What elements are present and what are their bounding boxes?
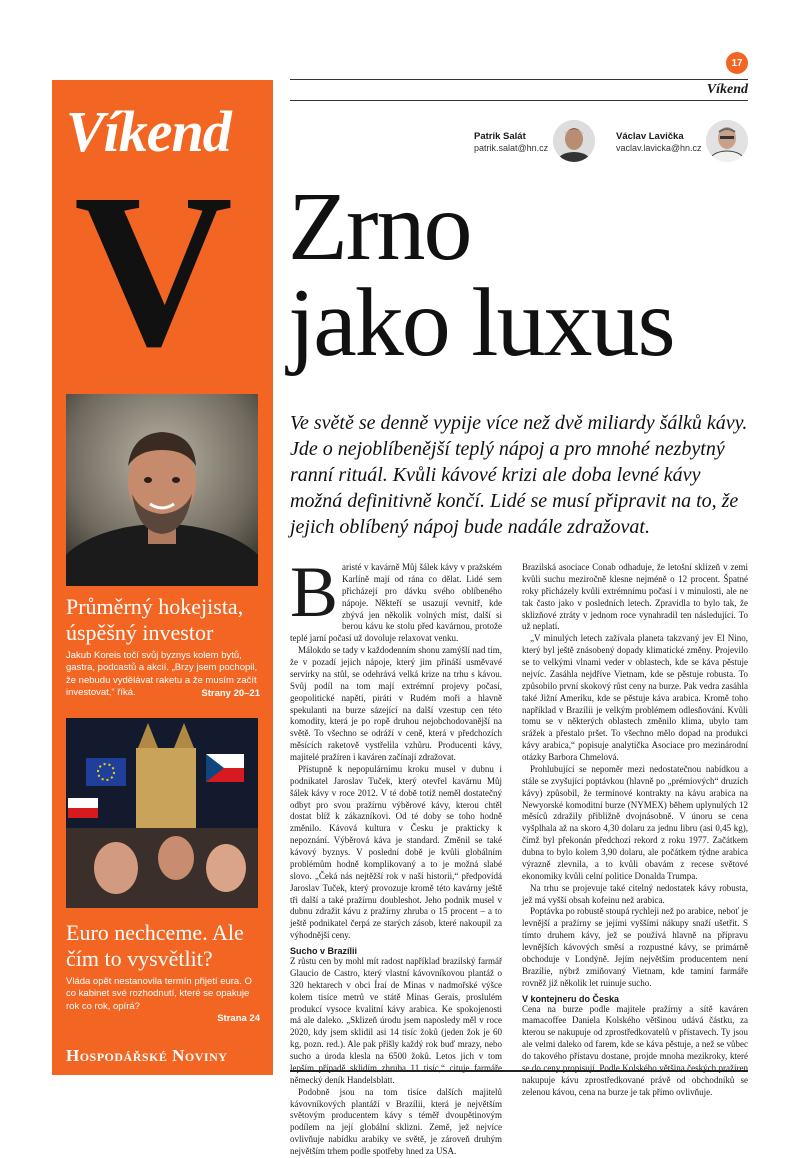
crowd-flags-photo[interactable]: [66, 718, 258, 908]
subheading: Sucho v Brazílii: [290, 946, 358, 956]
story2-text: Vláda opět nestanovila termín přijetí eura. O co kabinet své rozhodnutí, které se opakuje rok co rok, opírá?: [66, 976, 252, 1012]
body-paragraph: Málokdo se tady v každodenním shonu zamýšlí nad tím, že v pozadí jejich nápoje, který jim přináší usměvavé servírky na stůl, se odehrává velká krize na trhu s kávou. Svůj podíl na tom mají extrémní projevy počasí, geopolitické napětí, piráti v Rudém moři a hlavně spekulanti na burze sázející na další vzestup cen této komodity, která je po ropě druhou nejobchodovanější na světě. To všechno se odráží v ceně, která v předchozích měsících raketově vystřelila vzhůru. Producenti kávy, majitelé pražíren i kaváren začínají zdražovat.: [290, 645, 502, 762]
bottom-rule: [290, 1070, 748, 1072]
story1-pages[interactable]: Strany 20–21: [201, 688, 260, 699]
section-label: Víkend: [706, 82, 748, 97]
body-paragraph: Cena na burze podle majitele pražírny a sítě kaváren mamacoffee Daniela Kolského většinou udává částku, za kterou se nakupuje od zprostředkovatelů v přístavech. Ty jsou ale velmi daleko od farem, kde se káva pěstuje, a než se vůbec do takového přístavu dostane, projde mnoha mezikroky, které se do ceny propisují. Podle Kolského většina českých pražíren nakupuje kávu zprostředkované právě od obchodníků se zelenou kávou, cena na burze je tak přímo ovlivňuje.: [522, 1003, 748, 1097]
author1-avatar: [553, 120, 595, 162]
author2-email[interactable]: vaclav.lavicka@hn.cz: [616, 143, 702, 153]
body-column-1: [290, 552, 502, 1158]
body-paragraph: Na trhu se projevuje také citelný nedostatek kávy robusta, jež má vyšší obsah kofeinu než arabica.: [522, 882, 748, 905]
big-letter: V: [74, 148, 225, 392]
top-rule: [290, 79, 748, 80]
sidebar-title: Víkend: [66, 99, 231, 164]
body-column-2: [522, 562, 748, 1099]
body-paragraph: Brazilská asociace Conab odhaduje, že letošní sklizeň v zemi kvůli suchu meziročně klesne nejméně o 12 procent. Špatné roky přicházely kvůli extrémnímu počasí i v minulosti, ale ne tak často jako v posledních letech. Zpravidla to bylo tak, že sklizňové ztráty v jednom roce vynahradil ten následující. To už neplatí.: [522, 562, 748, 632]
story2-headline[interactable]: Euro nechceme. Ale čím to vysvětlit?: [66, 920, 244, 972]
author2-name: Václav Lavička: [616, 131, 684, 142]
story1-headline[interactable]: Průměrný hokejista, úspěšný investor: [66, 594, 244, 646]
headline-line1: Zrno: [288, 173, 471, 281]
body-paragraph: Přístupně k nepopulárnímu kroku musel v dubnu i podnikatel Jaroslav Tuček, který otevřel kavárnu Můj šálek kávy v roce 2012. V té době totiž neměl dostatečný odbyt pro svou pražírnu výběrové kávy, kterou chtěl dostat blíž k zákazníkovi. Od té doby se toho hodně změnilo. Kávová kultura v Česku je prakticky k nepoznání. Výběrová káva je standard. Změnil se také kávový byznys. V poslední době je kvůli globálním problémům hodně komplikovaný a to je možná slabé slovo. „Čeká nás nejtěžší rok v naší historii,“ předpovídá Jaroslav Tuček, který provozuje kromě této kavárny ještě tři další a také pražírnu doubleshot. Jeho podnik musel v dubnu zdražit kávu z pražírny zhruba o 15 procent – a to ještě podnikatel čerpá ze starých zásob, které nakoupil za výhodnější ceny.: [290, 763, 502, 941]
story2-pages[interactable]: Strana 24: [217, 1013, 260, 1024]
subheading: V kontejneru do Česka: [522, 993, 620, 1004]
body-paragraph: Poptávka po robustě stoupá rychleji než po arabice, neboť je levnější a pražírny se jejími vyššími nákupy snaží ušetřit. S tímto druhem kávy, jež se používá hlavně na přípravu levnějších kávových směsí a rozpustné kávy, se primárně obchoduje v Londýně. Jejím největším producentem není Brazílie, nýbrž zmiňovaný Vietnam, kde taminí farmáře rovněž již několik let ruinuje sucho.: [522, 906, 748, 988]
body-paragraph: Podobně jsou na tom tisíce dalších majitelů kávovníkových plantáží v Brazílii, která je největším světovým producentem kávy s téměř dvoupětinovým podílem na její globální sklizni. Země, jež nejvíce ovlivňuje nabídku arabiky ve světě, je zároveň druhým největším trhem podle spotřeby hned za USA.: [290, 1086, 502, 1156]
author1-email[interactable]: patrik.salat@hn.cz: [474, 143, 549, 153]
body-paragraph: aristé v kavárně Můj šálek kávy v pražském Karlíně mají od rána co dělat. Lidé sem přicházejí pro dávku svého oblíbeného nápoje. Někteří se usazují vevnitř, kde zbývá jen několik volných míst, další si berou kávu ke stolu před kavárnou, protože teplé jarní počasí už dovoluje relaxovat venku.: [290, 562, 502, 644]
hockey-player-photo[interactable]: [66, 394, 258, 586]
author1-name: Patrik Salát: [474, 131, 526, 142]
author2-avatar: [706, 120, 748, 162]
headline: [288, 173, 674, 377]
masthead-logo: Hospodářské Noviny: [66, 1046, 228, 1065]
page-number: 17: [726, 52, 748, 74]
dropcap: B: [290, 552, 339, 632]
body-paragraph: „V minulých letech zažívala planeta takzvaný jev El Nino, který byl ještě znásobený dopady klimatické změny. Projevilo se to velkými vlnami veder v oblastech, kde se káva pěstuje nejvíc. Zasáhla nejdříve Vietnam, kde se pěstuje robusta. To způsobilo první skokový růst ceny na burze. Pak vedra zasáhla také Jižní Ameriku, kde se pěstuje káva arabica. Kromě toho například v Brazílii je velkým problémem odlesňování. Kvůli tomu se v některých oblastech změnilo klima, ubylo tam srážek a přestalo pršet. To všechno mělo dopad na produkci kávy arabica,“ popisuje analytička Asociace pro mezinárodní otázky Barbora Chmelová.: [522, 633, 748, 762]
section-rule: [290, 100, 748, 101]
lead-paragraph: Ve světě se denně vypije více než dvě miliardy šálků kávy. Jde o nejoblíbenější teplý nápoj a pro mnohé nezbytný ranní rituál. Kvůli kávové krizi ale doba levné kávy možná definitivně končí. Lidé se musí připravit na to, že jejich oblíbený nápoj bude nadále zdražovat.: [290, 412, 748, 538]
story1-text: Jakub Koreis točí svůj byznys kolem bytů, gastra, podcastů a akcií. „Brzy jsem pochopil, že nebudu vydělávat raketu a že musím začít investovat,“ říká.: [66, 650, 258, 699]
headline-line2: jako luxus: [288, 269, 674, 377]
body-paragraph: Prohlubující se nepoměr mezi nedostatečnou nabídkou a stále se zvyšující poptávkou (hlavně po „prémiových“ druzích kávy) způsobil, že termínové kontrakty na kávu arabica na Newyorské komoditní burze (NYMEX) během uplynulých 12 měsíců zdražily přibližně dvojnásobně. V únoru se cena vyšplhala až na skoro 4,30 dolaru za jednu libru (asi 0,45 kg), čímž byl překonán předchozí rekord z roku 1977. Začátkem dubna to bylo kolem 3,90 dolaru, ale počátkem týdne arabica výrazně zlevnila, a to kvůli obavám z recese světové ekonomiky kvůli celní politice Donalda Trumpa.: [522, 763, 748, 881]
body-paragraph: Z růstu cen by mohl mít radost například brazilský farmář Glaucio de Castro, který vlastní kávovníkovou plantáž o 320 hektarech v obci Íraí de Minas v nadmořské výšce kolem tisíce metrů ve státě Minas Gerais, proslulém produkcí vysoce kvalitní kávy arabica. Ke spokojenosti má ale daleko. „Sklizeň úrodu jsem naposledy měl v roce 2020, kdy jsem sklidil asi 14 tisíc žoků (jeden žok je 60 kg, pozn. red.). Ale pak přišly každý rok buď mrazy, nebo sucho a úroda klesla na 6500 žoků. Letos jich v tom lepším případě sklidím zhruba 11 tisíc,“ cituje farmáře německý deník Handelsblatt.: [290, 956, 502, 1085]
